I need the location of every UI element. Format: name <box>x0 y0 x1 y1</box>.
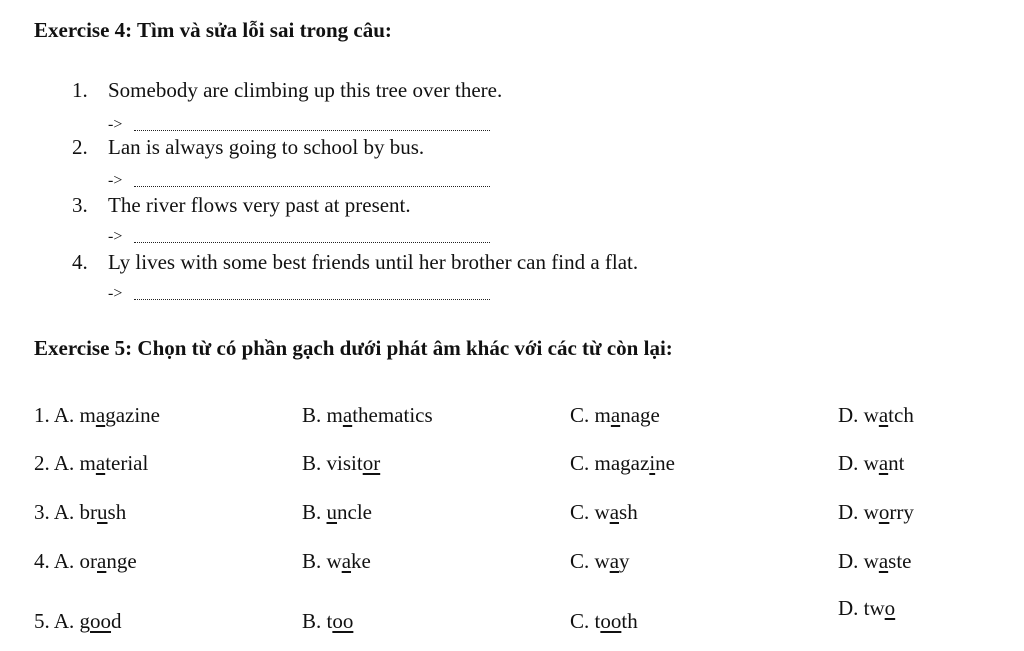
exercise-4-item <box>72 193 411 218</box>
option-b: B. wake <box>302 549 371 573</box>
option-a: 1. A. magazine <box>34 403 160 427</box>
option-c: C. way <box>570 549 630 573</box>
option-d: D. want <box>838 451 905 475</box>
item-number: 1. <box>72 78 88 102</box>
option-c: C. tooth <box>570 609 638 633</box>
arrow-marker: -> <box>108 116 123 133</box>
option-b: B. too <box>302 609 354 633</box>
option-d: D. waste <box>838 549 912 573</box>
answer-blank[interactable] <box>134 129 490 131</box>
answer-line <box>108 285 490 303</box>
exercise-4-item <box>72 250 638 275</box>
item-sentence: The river flows very past at present. <box>108 193 411 217</box>
option-a: 4. A. orange <box>34 549 137 573</box>
item-sentence: Lan is always going to school by bus. <box>108 135 425 159</box>
option-d: D. worry <box>838 500 914 524</box>
option-c: C. manage <box>570 403 660 427</box>
arrow-marker: -> <box>108 228 123 245</box>
option-a: 5. A. good <box>34 609 122 633</box>
option-a: 3. A. brush <box>34 500 127 524</box>
option-b: B. uncle <box>302 500 372 524</box>
answer-line <box>108 228 490 246</box>
answer-blank[interactable] <box>134 298 490 300</box>
option-c: C. wash <box>570 500 638 524</box>
item-sentence: Ly lives with some best friends until her brother can find a flat. <box>108 250 639 274</box>
exercise-4-title: Exercise 4: Tìm và sửa lỗi sai trong câu: <box>34 18 392 42</box>
arrow-marker: -> <box>108 172 123 189</box>
option-c: C. magazine <box>570 451 675 475</box>
arrow-marker: -> <box>108 285 123 302</box>
exercise-5-title: Exercise 5: Chọn từ có phần gạch dưới phát âm khác với các từ còn lại: <box>34 336 673 360</box>
option-b: B. visitor <box>302 451 381 475</box>
item-sentence: Somebody are climbing up this tree over there. <box>108 78 503 102</box>
option-b: B. mathematics <box>302 403 433 427</box>
answer-blank[interactable] <box>134 185 490 187</box>
option-a: 2. A. material <box>34 451 149 475</box>
answer-blank[interactable] <box>134 241 490 243</box>
exercise-4-item <box>72 78 502 103</box>
item-number: 3. <box>72 193 88 217</box>
option-d: D. watch <box>838 403 914 427</box>
exercise-4-item <box>72 135 424 160</box>
option-d: D. two <box>838 596 896 620</box>
answer-line <box>108 172 490 190</box>
item-number: 4. <box>72 250 88 274</box>
answer-line <box>108 116 490 134</box>
item-number: 2. <box>72 135 88 159</box>
